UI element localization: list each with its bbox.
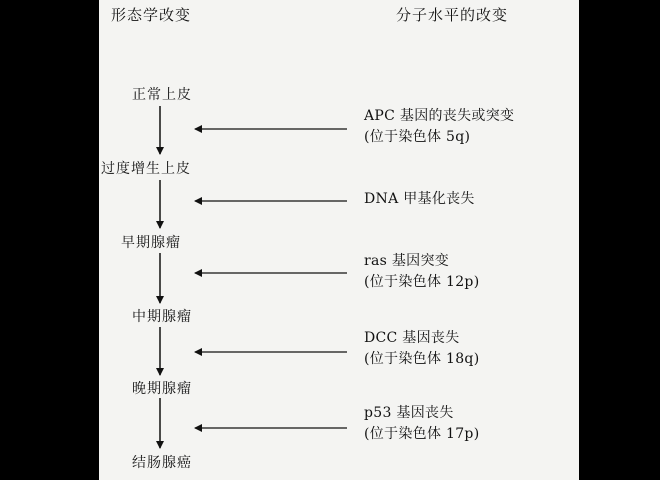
event-p53 bbox=[364, 403, 479, 445]
diagram-panel bbox=[99, 0, 579, 480]
event-ras-line1: ras 基因突变 bbox=[364, 253, 450, 269]
event-apc bbox=[364, 106, 514, 148]
event-dna-line1: DNA 甲基化丧失 bbox=[364, 191, 475, 207]
header-molecular: 分子水平的改变 bbox=[396, 6, 509, 24]
event-ras-line2: (位于染色体 12p) bbox=[364, 274, 480, 290]
event-p53-line2: (位于染色体 17p) bbox=[364, 426, 480, 442]
event-p53-line1: p53 基因丧失 bbox=[364, 405, 454, 421]
stage-colon-carcinoma: 结肠腺癌 bbox=[132, 455, 192, 471]
stage-intermediate-adenoma: 中期腺瘤 bbox=[132, 309, 192, 325]
header-morphology: 形态学改变 bbox=[111, 6, 192, 24]
event-dcc-line1: DCC 基因丧失 bbox=[364, 330, 460, 346]
event-ras bbox=[364, 251, 479, 293]
event-apc-line2: (位于染色体 5q) bbox=[364, 129, 471, 145]
event-apc-line1: APC 基因的丧失或突变 bbox=[364, 108, 515, 124]
stage-normal-epithelium: 正常上皮 bbox=[132, 87, 192, 103]
stage-hyperplastic-epithelium: 过度增生上皮 bbox=[101, 161, 191, 177]
event-dcc-line2: (位于染色体 18q) bbox=[364, 351, 480, 367]
event-dna-methylation bbox=[364, 189, 475, 210]
event-dcc bbox=[364, 328, 479, 370]
stage-late-adenoma: 晚期腺瘤 bbox=[132, 381, 192, 397]
stage-early-adenoma: 早期腺瘤 bbox=[121, 235, 181, 251]
